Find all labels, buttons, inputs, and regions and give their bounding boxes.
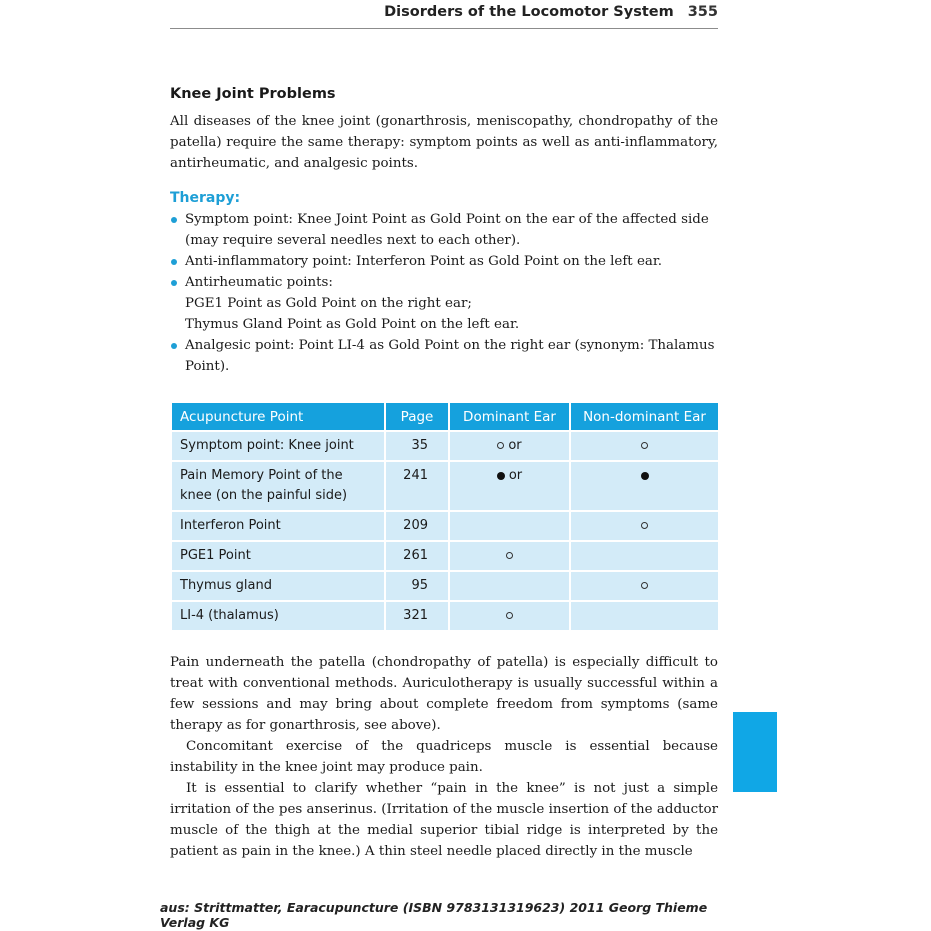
table-row bbox=[171, 541, 719, 571]
cell-acupuncture-point: Thymus gland bbox=[171, 571, 385, 601]
table-header-row bbox=[171, 402, 719, 431]
therapy-item-text: Anti-inflammatory point: Interferon Point as Gold Point on the left ear. bbox=[185, 254, 663, 269]
page-content bbox=[170, 86, 718, 862]
therapy-item-text: Analgesic point: Point LI-4 as Gold Point on the right ear (synonym: Thalamus Point). bbox=[185, 338, 715, 374]
filled-circle-icon bbox=[497, 472, 505, 480]
bullet-icon bbox=[171, 217, 177, 223]
header-page: Page bbox=[385, 402, 449, 431]
open-circle-icon bbox=[641, 442, 648, 449]
open-circle-icon bbox=[506, 552, 513, 559]
cell-page: 95 bbox=[385, 571, 449, 601]
cell-non-dominant-ear bbox=[570, 571, 719, 601]
cell-non-dominant-ear bbox=[570, 541, 719, 571]
cell-dominant-ear bbox=[449, 461, 570, 511]
bullet-icon bbox=[171, 259, 177, 265]
bullet-icon bbox=[171, 280, 177, 286]
cell-acupuncture-point: LI-4 (thalamus) bbox=[171, 601, 385, 631]
open-circle-icon bbox=[641, 582, 648, 589]
table-body bbox=[171, 431, 719, 631]
therapy-item-text: Antirheumatic points: bbox=[185, 275, 333, 290]
cell-page: 35 bbox=[385, 431, 449, 461]
therapy-list-item bbox=[170, 251, 718, 272]
table-row bbox=[171, 571, 719, 601]
cell-acupuncture-point: PGE1 Point bbox=[171, 541, 385, 571]
therapy-list-item bbox=[170, 209, 718, 251]
cell-page: 261 bbox=[385, 541, 449, 571]
acupuncture-table bbox=[170, 401, 720, 632]
therapy-label: Therapy: bbox=[170, 190, 241, 206]
cell-dominant-ear bbox=[449, 541, 570, 571]
cell-non-dominant-ear bbox=[570, 431, 719, 461]
open-circle-icon bbox=[506, 612, 513, 619]
or-label: or bbox=[508, 438, 522, 453]
body-paragraph-3: It is essential to clarify whether “pain in the knee” is not just a simple irritation of the pes anserinus. (Irritation of the muscle insertion of the adductor muscle of the thigh at the medial superior tibial ridge is interpreted by the patient as pain in the knee.) A thin steel needle placed directly in the muscle bbox=[170, 781, 718, 859]
cell-non-dominant-ear bbox=[570, 511, 719, 541]
cell-page: 209 bbox=[385, 511, 449, 541]
therapy-list-item bbox=[170, 335, 718, 377]
cell-page: 241 bbox=[385, 461, 449, 511]
therapy-item-text: PGE1 Point as Gold Point on the right ear; bbox=[185, 296, 472, 311]
cell-dominant-ear bbox=[449, 571, 570, 601]
table-row bbox=[171, 601, 719, 631]
bullet-icon bbox=[171, 343, 177, 349]
therapy-item-text: Thymus Gland Point as Gold Point on the left ear. bbox=[185, 317, 520, 332]
therapy-list-item bbox=[170, 272, 718, 335]
or-label: or bbox=[508, 468, 523, 483]
open-circle-icon bbox=[641, 522, 648, 529]
cell-dominant-ear bbox=[449, 601, 570, 631]
cell-acupuncture-point: Interferon Point bbox=[171, 511, 385, 541]
cell-acupuncture-point: Pain Memory Point of the knee (on the painful side) bbox=[171, 461, 385, 511]
table-row bbox=[171, 511, 719, 541]
table-row bbox=[171, 461, 719, 511]
cell-dominant-ear bbox=[449, 511, 570, 541]
therapy-list bbox=[170, 209, 718, 377]
running-head bbox=[170, 4, 718, 29]
running-title: Disorders of the Locomotor System bbox=[384, 4, 674, 20]
thumb-index-tab bbox=[733, 712, 777, 792]
therapy-item-text: Symptom point: Knee Joint Point as Gold Point on the ear of the affected side (may require several needles next to each other). bbox=[185, 212, 709, 248]
header-acupuncture-point: Acupuncture Point bbox=[171, 402, 385, 431]
cell-page: 321 bbox=[385, 601, 449, 631]
filled-circle-icon bbox=[641, 472, 649, 480]
header-non-dominant-ear: Non-dominant Ear bbox=[570, 402, 719, 431]
open-circle-icon bbox=[497, 442, 504, 449]
body-paragraph-1: Pain underneath the patella (chondropathy of patella) is especially difficult to treat with conventional methods. Auriculotherapy is usually successful within a few sessions and may bring about complete freedom from symptoms (same therapy as for gonarthrosis, see above). bbox=[170, 655, 718, 733]
cell-non-dominant-ear bbox=[570, 461, 719, 511]
cell-non-dominant-ear bbox=[570, 601, 719, 631]
intro-paragraph: All diseases of the knee joint (gonarthrosis, meniscopathy, chondropathy of the patella) require the same therapy: symptom points as well as anti-inflammatory, antirheumatic, and analgesic points. bbox=[170, 114, 718, 171]
body-paragraph-2: Concomitant exercise of the quadriceps muscle is essential because instability in the knee joint may produce pain. bbox=[170, 739, 718, 775]
cell-acupuncture-point: Symptom point: Knee joint bbox=[171, 431, 385, 461]
cell-dominant-ear bbox=[449, 431, 570, 461]
page-number: 355 bbox=[687, 4, 718, 20]
header-dominant-ear: Dominant Ear bbox=[449, 402, 570, 431]
section-title: Knee Joint Problems bbox=[170, 86, 336, 102]
table-row bbox=[171, 431, 719, 461]
source-footer: aus: Strittmatter, Earacupuncture (ISBN 9783131319623) 2011 Georg Thieme Verlag KG bbox=[160, 900, 708, 930]
